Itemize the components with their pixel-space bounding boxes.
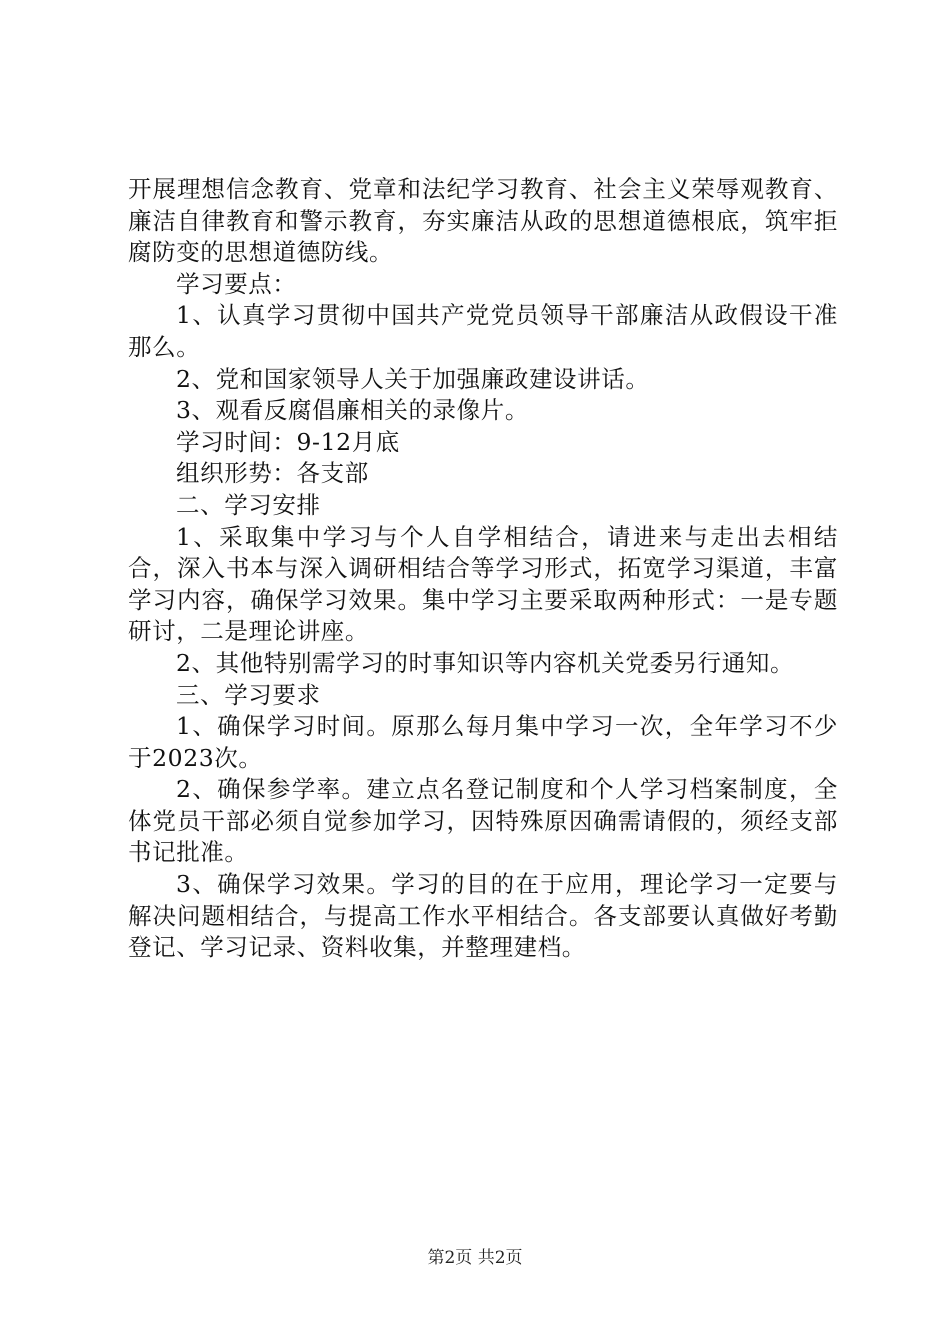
section-heading-requirements: 三、学习要求 bbox=[176, 680, 321, 709]
document-body bbox=[128, 174, 838, 964]
paragraph-study-time: 学习时间：9-12月底 bbox=[176, 427, 400, 456]
paragraph-requirement-3: 3、确保学习效果。学习的目的在于应用，理论学习一定要与解决问题相结合，与提高工作水平相结合。各支部要认真做好考勤登记、学习记录、资料收集，并整理建档。 bbox=[128, 870, 838, 962]
paragraph-key-point-3: 3、观看反腐倡廉相关的录像片。 bbox=[176, 396, 529, 425]
page-number-label: 第2页 共2页 bbox=[427, 1248, 523, 1268]
section-heading-arrangement: 二、学习安排 bbox=[176, 490, 321, 519]
paragraph-arrangement-1: 1、采取集中学习与个人自学相结合，请进来与走出去相结合，深入书本与深入调研相结合等学习形式，拓宽学习渠道，丰富学习内容，确保学习效果。集中学习主要采取两种形式：一是专题研讨，二是理论讲座。 bbox=[128, 522, 838, 646]
paragraph-key-points-heading: 学习要点： bbox=[176, 269, 297, 298]
paragraph-requirement-1: 1、确保学习时间。原那么每月集中学习一次，全年学习不少于2023次。 bbox=[128, 712, 838, 772]
paragraph-intro: 开展理想信念教育、党章和法纪学习教育、社会主义荣辱观教育、廉洁自律教育和警示教育，夯实廉洁从政的思想道德根底，筑牢拒腐防变的思想道德防线。 bbox=[128, 175, 838, 267]
paragraph-key-point-1: 1、认真学习贯彻中国共产党党员领导干部廉洁从政假设干准那么。 bbox=[128, 301, 838, 361]
paragraph-key-point-2: 2、党和国家领导人关于加强廉政建设讲话。 bbox=[176, 364, 650, 393]
page-footer bbox=[0, 1243, 950, 1268]
paragraph-requirement-2: 2、确保参学率。建立点名登记制度和个人学习档案制度，全体党员干部必须自觉参加学习，因特殊原因确需请假的，须经支部书记批准。 bbox=[128, 775, 838, 867]
paragraph-organization-form: 组织形势：各支部 bbox=[176, 459, 369, 488]
paragraph-arrangement-2: 2、其他特别需学习的时事知识等内容机关党委另行通知。 bbox=[176, 648, 795, 677]
